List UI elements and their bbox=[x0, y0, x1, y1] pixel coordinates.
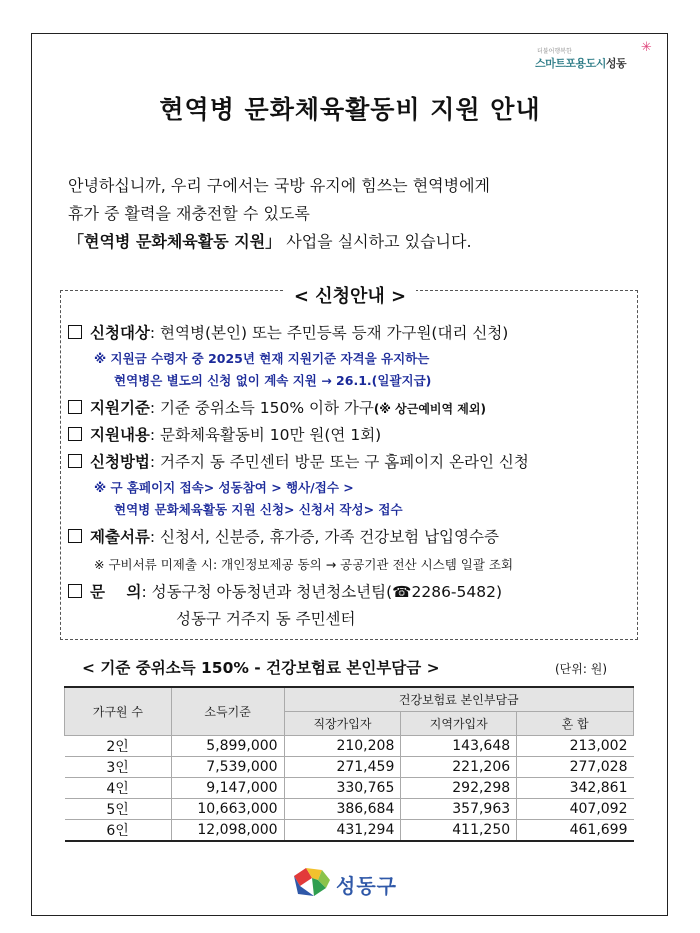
cell-income: 7,539,000 bbox=[171, 756, 284, 777]
cell-income: 12,098,000 bbox=[171, 819, 284, 841]
documents-note: ※ 구비서류 미제출 시: 개인정보제공 동의 → 공공기관 전산 시스템 일괄 조회 bbox=[94, 557, 514, 572]
target-note-2: 현역병은 별도의 신청 없이 계속 지원 → 26.1.(일괄지급) bbox=[114, 373, 432, 388]
logo-text: 성동구 bbox=[336, 874, 397, 898]
table-row bbox=[65, 798, 634, 819]
cell-employee: 330,765 bbox=[284, 777, 401, 798]
guide-item-content bbox=[68, 423, 381, 445]
cell-household: 6인 bbox=[65, 819, 172, 841]
criteria-label: 지원기준 bbox=[90, 399, 150, 417]
intro-line-3-rest: 사업을 실시하고 있습니다. bbox=[281, 232, 472, 251]
seongdong-logo bbox=[292, 862, 412, 902]
logo-brand bbox=[535, 55, 626, 71]
cell-household: 4인 bbox=[65, 777, 172, 798]
intro-line-1: 안녕하십니까, 우리 구에서는 국방 유지에 힘쓰는 현역병에게 bbox=[68, 176, 491, 195]
target-note-1: ※ 지원금 수령자 중 2025년 현재 지원기준 자격을 유지하는 bbox=[94, 351, 430, 366]
table-row bbox=[65, 735, 634, 756]
cell-regional: 411,250 bbox=[401, 819, 517, 841]
table-row bbox=[65, 777, 634, 798]
cell-employee: 431,294 bbox=[284, 819, 401, 841]
cell-regional: 357,963 bbox=[401, 798, 517, 819]
content-label: 지원내용 bbox=[90, 426, 150, 444]
target-text: : 현역병(본인) 또는 주민등록 등재 가구원(대리 신청) bbox=[149, 324, 509, 342]
guide-item-contact bbox=[68, 580, 502, 602]
method-note-1: ※ 구 홈페이지 접속> 성동참여 > 행사/접수 > bbox=[94, 480, 354, 495]
cell-income: 10,663,000 bbox=[171, 798, 284, 819]
cell-employee: 210,208 bbox=[284, 735, 401, 756]
documents-text: : 신청서, 신분증, 휴가증, 가족 건강보험 납입영수증 bbox=[149, 528, 499, 546]
cell-regional: 221,206 bbox=[401, 756, 517, 777]
cell-household: 2인 bbox=[65, 735, 172, 756]
criteria-note: (※ 상근예비역 제외) bbox=[373, 402, 486, 416]
table-unit: (단위: 원) bbox=[555, 662, 607, 676]
income-premium-table bbox=[64, 686, 634, 842]
guide-heading bbox=[0, 282, 700, 308]
criteria-text: : 기준 중위소득 150% 이하 가구 bbox=[149, 399, 374, 417]
program-name: 「현역병 문화체육활동 지원」 bbox=[68, 232, 282, 251]
header-employee: 직장가입자 bbox=[284, 711, 401, 735]
header-regional: 지역가입자 bbox=[401, 711, 517, 735]
table-heading: < 기준 중위소득 150% - 건강보험료 본인부담금 > bbox=[82, 659, 440, 677]
checkbox-icon bbox=[68, 400, 82, 414]
header-household: 가구원 수 bbox=[65, 687, 172, 735]
page-title: 현역병 문화체육활동비 지원 안내 bbox=[159, 95, 541, 124]
logo-brand-text: 스마트포용도시 bbox=[535, 57, 606, 70]
target-label: 신청대상 bbox=[90, 324, 150, 342]
logo-tagline: 더불어행복한 bbox=[537, 48, 572, 55]
smart-city-logo bbox=[533, 40, 658, 80]
cell-regional: 292,298 bbox=[401, 777, 517, 798]
checkbox-icon bbox=[68, 454, 82, 468]
checkbox-icon bbox=[68, 325, 82, 339]
cell-mixed: 461,699 bbox=[517, 819, 634, 841]
cell-employee: 271,459 bbox=[284, 756, 401, 777]
contact-text-1: : 성동구청 아동청년과 청년청소년팀(☎2286-5482) bbox=[141, 583, 503, 601]
method-text: : 거주지 동 주민센터 방문 또는 구 홈페이지 온라인 신청 bbox=[149, 453, 529, 471]
cell-household: 3인 bbox=[65, 756, 172, 777]
guide-heading-text: < 신청안내 > bbox=[284, 286, 416, 307]
cell-employee: 386,684 bbox=[284, 798, 401, 819]
content-text: : 문화체육활동비 10만 원(연 1회) bbox=[149, 426, 382, 444]
checkbox-icon bbox=[68, 427, 82, 441]
intro-paragraph bbox=[68, 172, 648, 256]
header-premium-group: 건강보험료 본인부담금 bbox=[284, 687, 633, 711]
header-mixed: 혼 합 bbox=[517, 711, 634, 735]
intro-line-3 bbox=[68, 228, 648, 256]
guide-item-target bbox=[68, 321, 508, 343]
cell-income: 9,147,000 bbox=[171, 777, 284, 798]
guide-item-criteria bbox=[68, 396, 486, 418]
cell-mixed: 213,002 bbox=[517, 735, 634, 756]
documents-label: 제출서류 bbox=[90, 528, 150, 546]
intro-line-2: 휴가 중 활력을 재충전할 수 있도록 bbox=[68, 204, 310, 223]
contact-label: 문 의 bbox=[90, 583, 142, 601]
contact-text-2: 성동구 거주지 동 주민센터 bbox=[176, 610, 356, 628]
seongdong-emblem-icon bbox=[292, 866, 332, 898]
table-row bbox=[65, 756, 634, 777]
header-income: 소득기준 bbox=[171, 687, 284, 735]
method-note-2: 현역병 문화체육활동 지원 신청> 신청서 작성> 접수 bbox=[114, 502, 403, 517]
logo-city-text: 성동 bbox=[605, 57, 627, 70]
method-label: 신청방법 bbox=[90, 453, 150, 471]
cell-mixed: 277,028 bbox=[517, 756, 634, 777]
cell-regional: 143,648 bbox=[401, 735, 517, 756]
cell-mixed: 342,861 bbox=[517, 777, 634, 798]
guide-item-documents bbox=[68, 525, 499, 547]
cell-household: 5인 bbox=[65, 798, 172, 819]
sparkle-icon: ✳ bbox=[641, 40, 652, 55]
table-row bbox=[65, 819, 634, 841]
cell-mixed: 407,092 bbox=[517, 798, 634, 819]
checkbox-icon bbox=[68, 584, 82, 598]
cell-income: 5,899,000 bbox=[171, 735, 284, 756]
checkbox-icon bbox=[68, 529, 82, 543]
guide-item-method bbox=[68, 450, 529, 472]
